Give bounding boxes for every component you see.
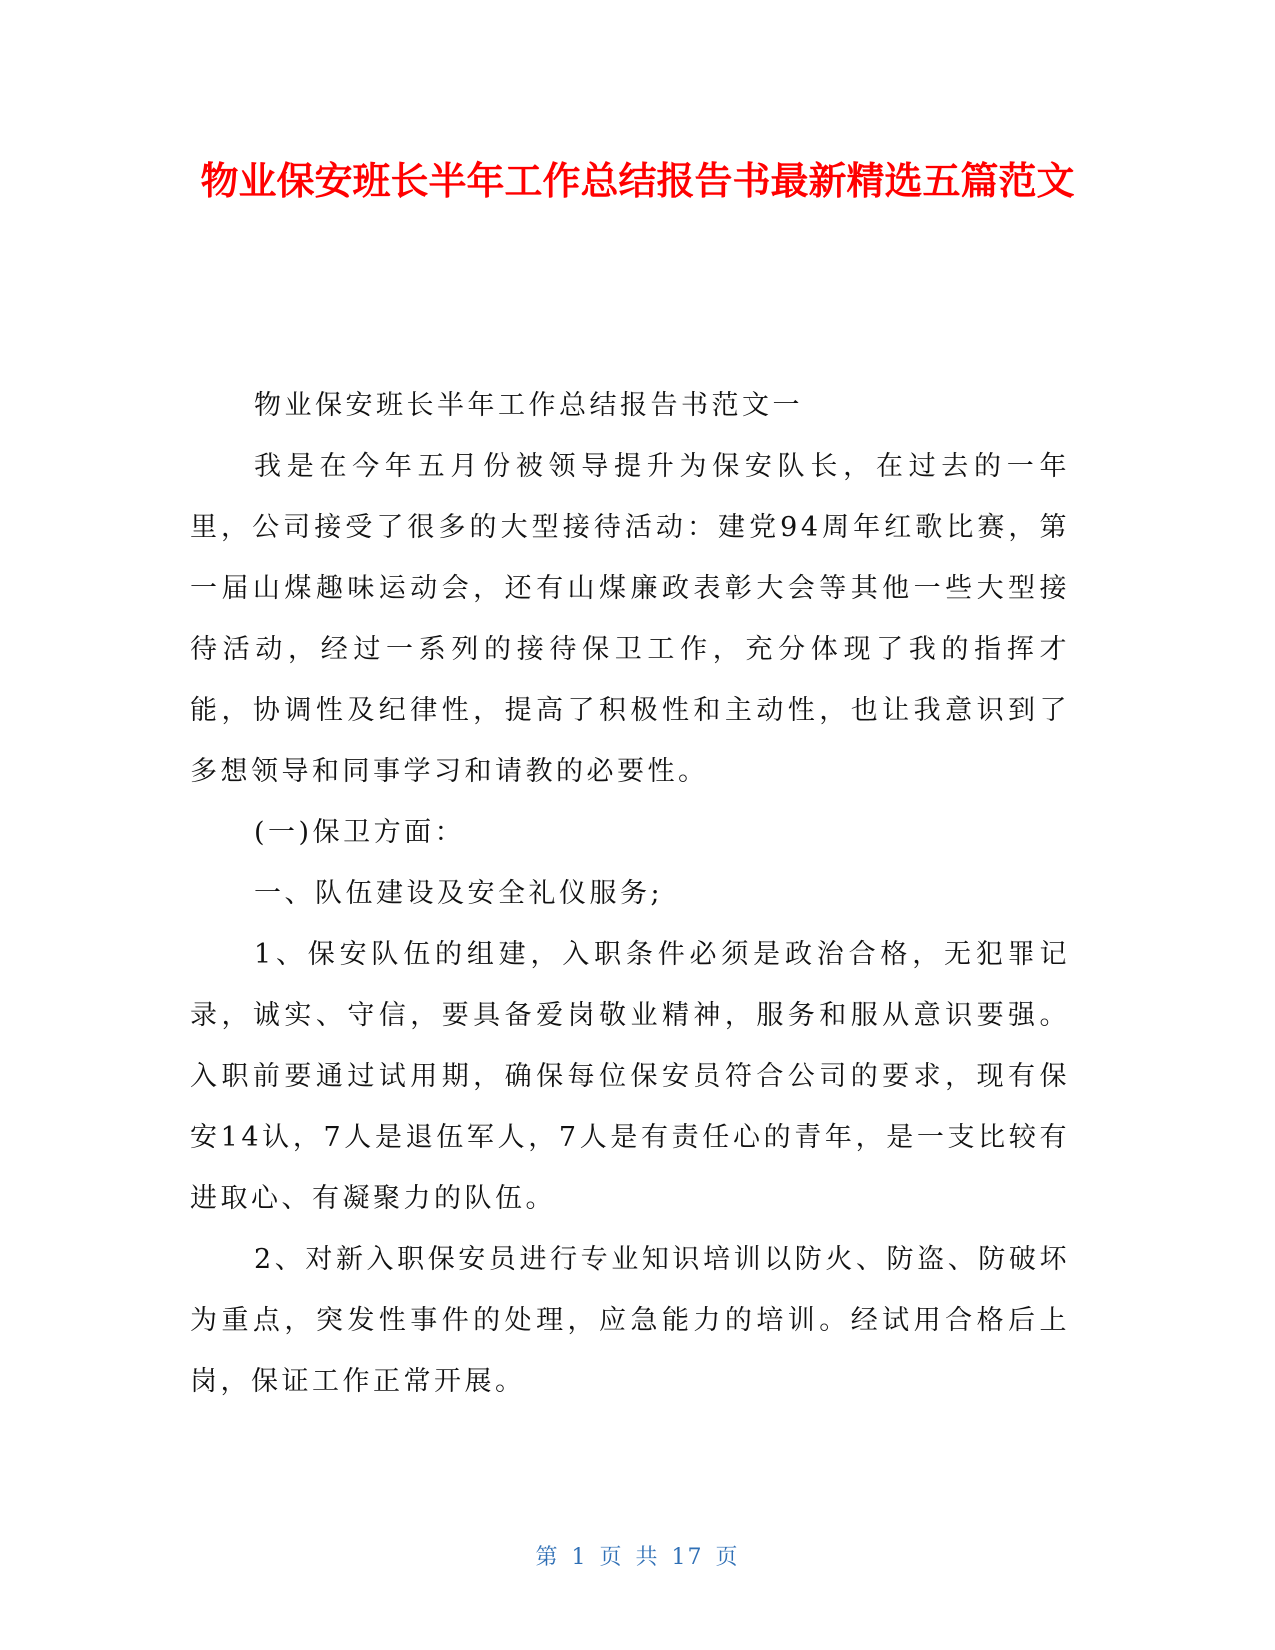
- current-page-number: 1: [571, 1545, 588, 1570]
- subsection-heading: (一)保卫方面：: [254, 817, 466, 848]
- footer-prefix: 第: [535, 1545, 560, 1570]
- total-page-count: 17: [671, 1545, 704, 1570]
- list-item: 1、保安队伍的组建，入职条件必须是政治合格，无犯罪记录，诚实、守信，要具备爱岗敬业精神，服务和服从意识要强。入职前要通过试用期，确保每位保安员符合公司的要求，现有保安14认，7人是退伍军人，7人是有责任心的青年，是一支比较有进取心、有凝聚力的队伍。: [190, 939, 1070, 1214]
- list-heading: 一、队伍建设及安全礼仪服务;: [254, 878, 664, 909]
- footer-total-label: 共: [635, 1545, 660, 1570]
- list-item: 2、对新入职保安员进行专业知识培训以防火、防盗、防破坏为重点，突发性事件的处理，应急能力的培训。经试用合格后上岗，保证工作正常开展。: [190, 1244, 1070, 1397]
- footer-suffix: 页: [715, 1545, 740, 1570]
- document-title: 物业保安班长半年工作总结报告书最新精选五篇范文: [200, 159, 1075, 203]
- paragraph: 我是在今年五月份被领导提升为保安队长，在过去的一年里，公司接受了很多的大型接待活动：建党94周年红歌比赛，第一届山煤趣味运动会，还有山煤廉政表彰大会等其他一些大型接待活动，经过一系列的接待保卫工作，充分体现了我的指挥才能，协调性及纪律性，提高了积极性和主动性，也让我意识到了多想领导和同事学习和请教的必要性。: [190, 451, 1070, 787]
- footer-page-label: 页: [599, 1545, 624, 1570]
- page-number-footer: [0, 1540, 1275, 1571]
- document-body: [190, 375, 1070, 1412]
- section-heading: 物业保安班长半年工作总结报告书范文一: [254, 390, 803, 421]
